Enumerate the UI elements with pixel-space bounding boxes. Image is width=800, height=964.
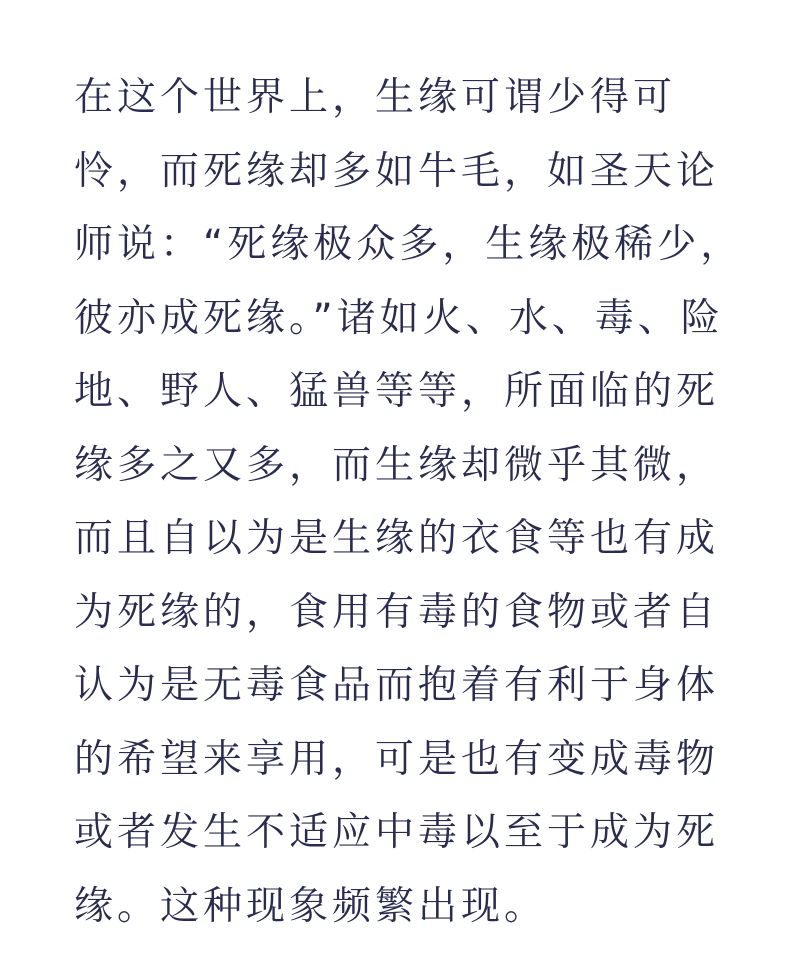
- paragraph-line: 师说：“死缘极众多，生缘极稀少，: [74, 222, 744, 267]
- paragraph-line: 认为是无毒食品而抱着有利于身体: [74, 663, 720, 708]
- paragraph-line: 而且自以为是生缘的衣食等也有成: [74, 516, 720, 561]
- paragraph-line: 或者发生不适应中毒以至于成为死: [74, 810, 720, 855]
- paragraph-line: 地、野人、猛兽等等，所面临的死: [74, 369, 720, 414]
- paragraph-line: 彼亦成死缘。”诸如火、水、毒、险: [74, 295, 724, 341]
- paragraph-line: 缘。这种现象频繁出现。: [74, 883, 548, 929]
- paragraph-line: 在这个世界上，生缘可谓少得可: [74, 75, 677, 120]
- article-body: [74, 61, 744, 943]
- paragraph-line: 的希望来享用，可是也有变成毒物: [74, 736, 720, 782]
- paragraph-line: 怜，而死缘却多如牛毛，如圣天论: [74, 148, 720, 194]
- paragraph-line: 为死缘的，食用有毒的食物或者自: [74, 589, 720, 635]
- paragraph-line: 缘多之又多，而生缘却微乎其微，: [74, 442, 720, 488]
